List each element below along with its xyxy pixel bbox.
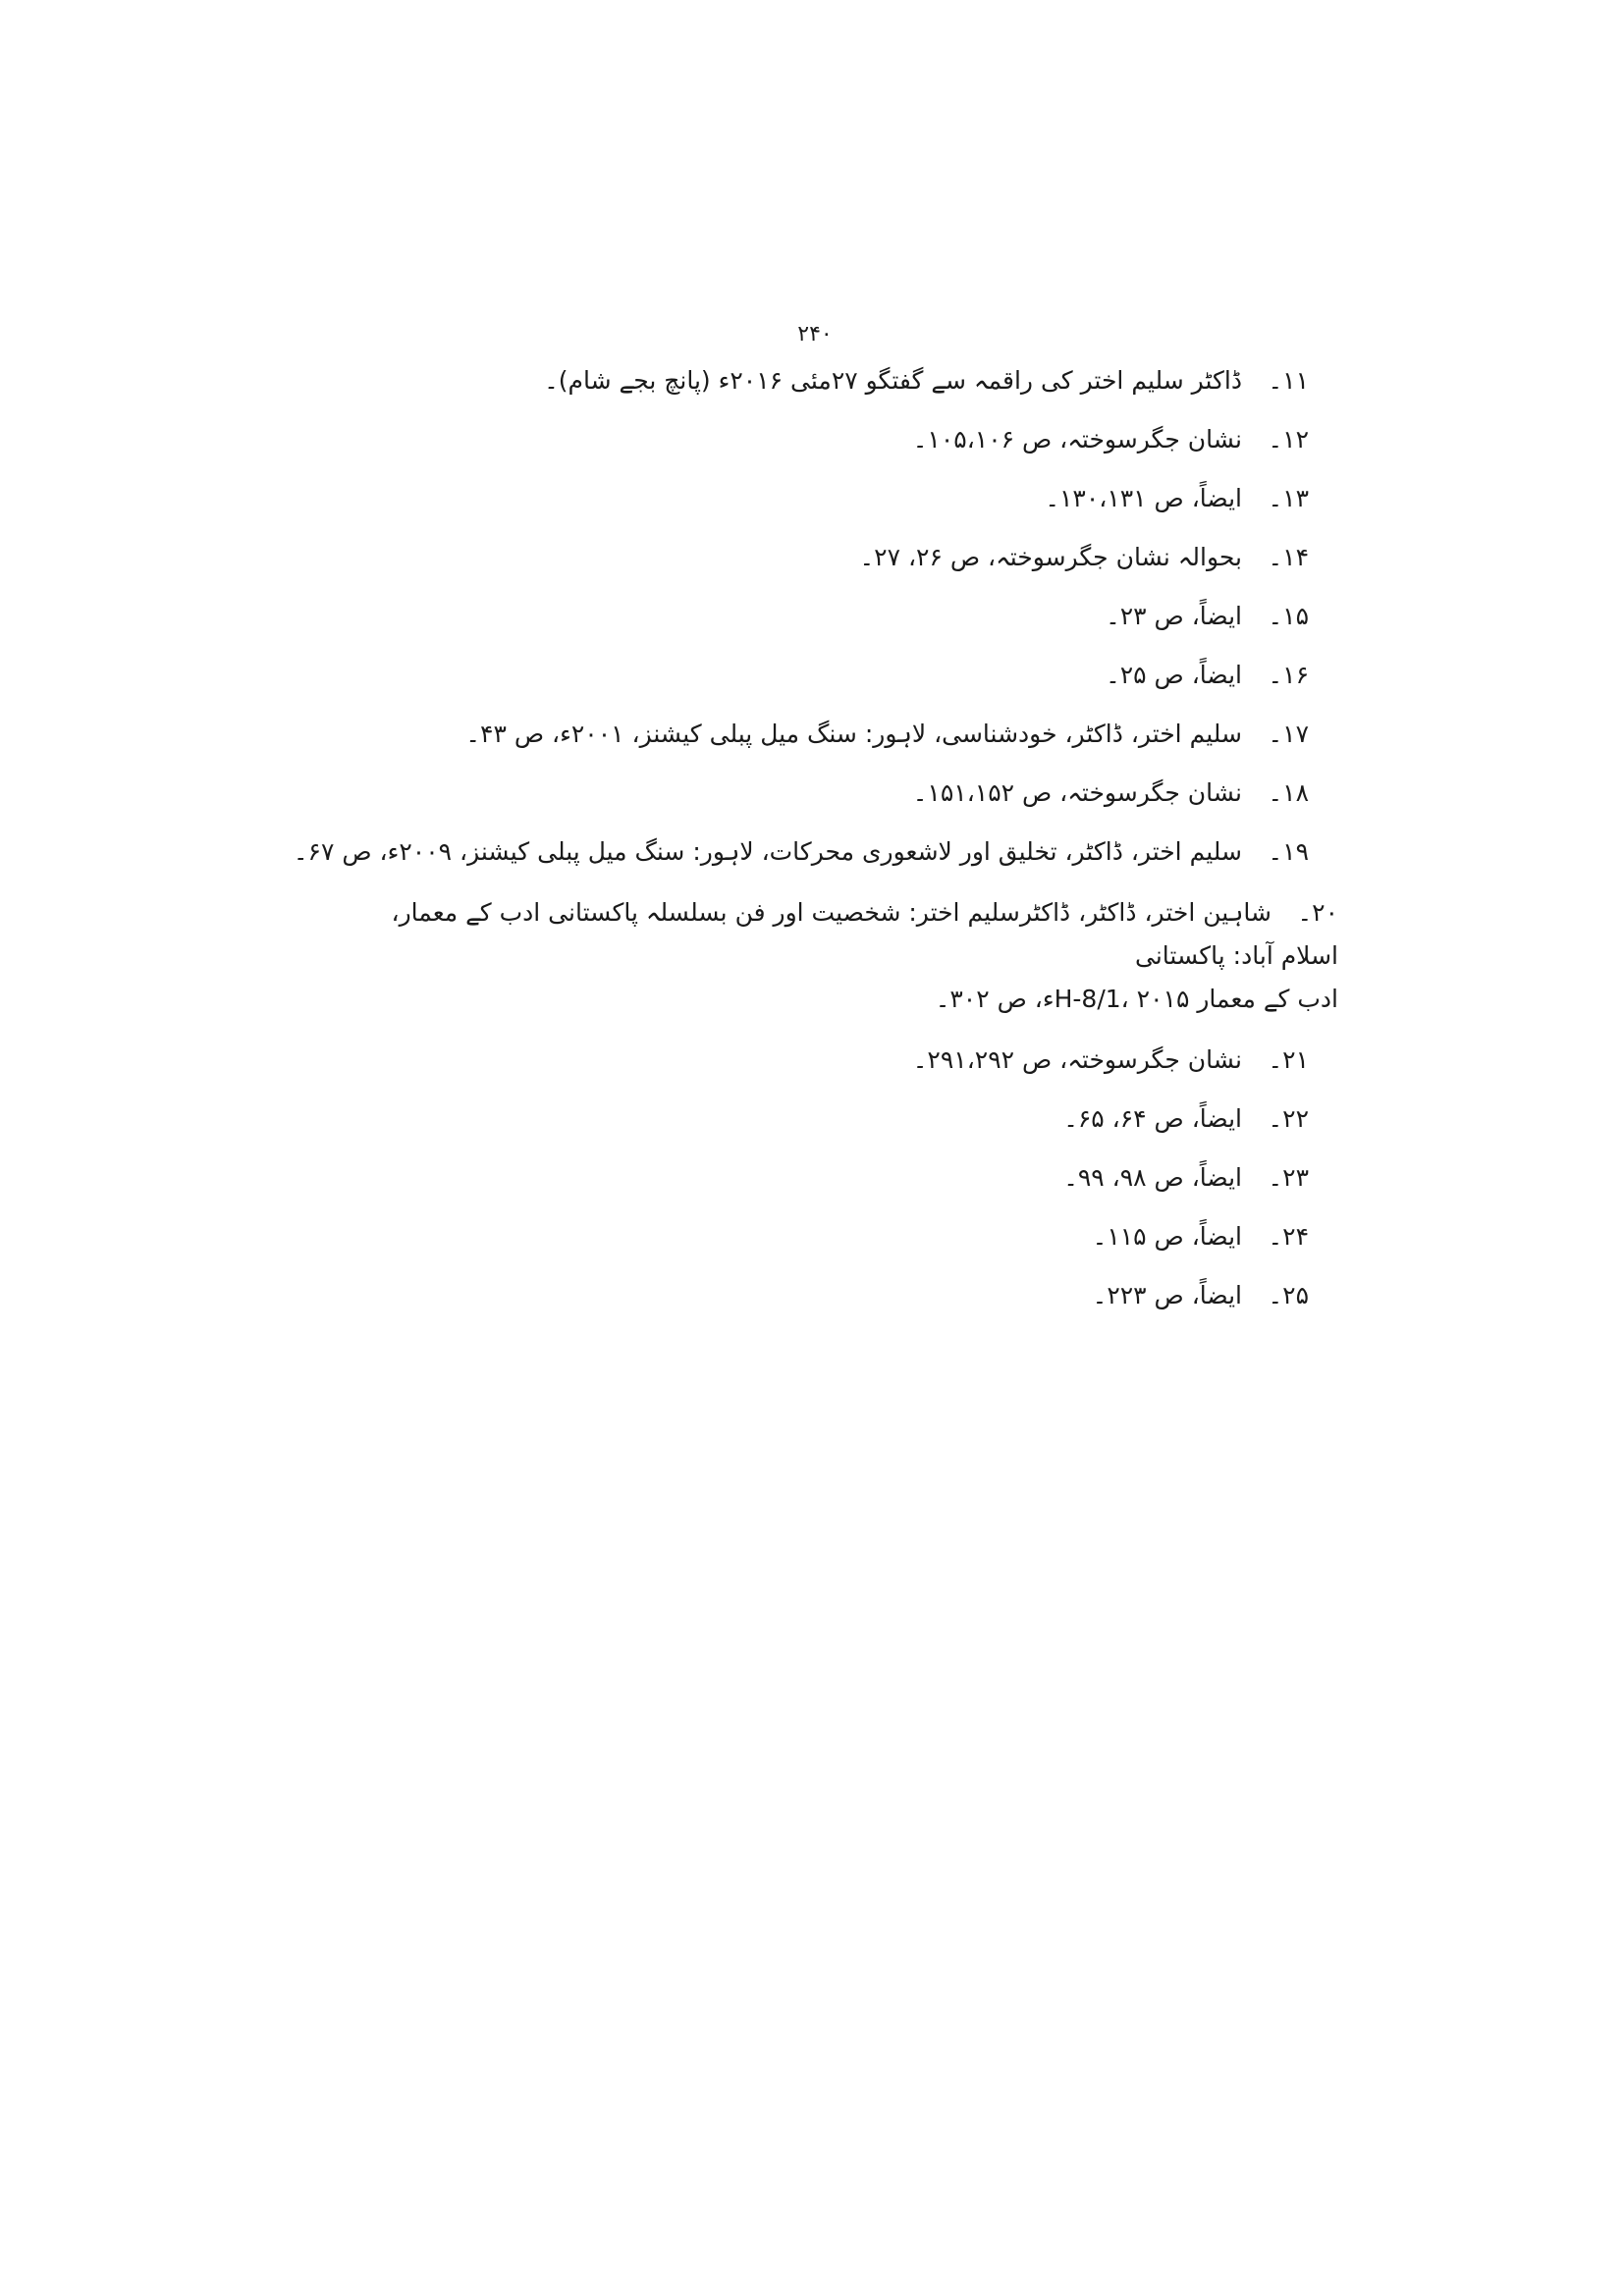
footnote-number: ۱۷۔ [1268,720,1309,748]
footnote-number: ۱۵۔ [1268,602,1309,630]
footnote-text: ایضاً، ص ۶۴، ۶۵۔ [1063,1104,1242,1133]
footnote [327,538,1309,577]
footnote-number: ۱۱۔ [1268,366,1309,395]
footnote-text: ایضاً، ص ۱۳۰،۱۳۱۔ [1045,484,1242,512]
footnote [327,479,1309,518]
footnote-text: ایضاً، ص ۲۲۳۔ [1092,1281,1242,1309]
footnote-text: نشان جگرسوختہ، ص ۱۰۵،۱۰۶۔ [912,425,1242,454]
footnote [327,1217,1309,1256]
footnote [327,1276,1309,1315]
footnote-number: ۱۲۔ [1268,425,1309,454]
footnote-number: ۲۳۔ [1268,1163,1309,1192]
footnote-text: ایضاً، ص ۲۳۔ [1106,602,1242,630]
footnote [327,1099,1309,1139]
footnotes-list [293,361,1338,1335]
footnote-text: ایضاً، ص ۱۱۵۔ [1092,1222,1242,1251]
footnote-number: ۲۱۔ [1268,1045,1309,1074]
footnote-continuation: ادب کے معمار H-8/1، ۲۰۱۵ء، ص ۳۰۲۔ [935,985,1338,1013]
footnote [327,891,1338,1021]
footnote-text: سلیم اختر، ڈاکٹر، خودشناسی، لاہور: سنگ میل پبلی کیشنز، ۲۰۰۱ء، ص ۴۳۔ [465,720,1242,748]
footnote-number: ۲۴۔ [1268,1222,1309,1251]
footnote-text: ایضاً، ص ۲۵۔ [1106,661,1242,689]
footnote [293,832,1309,872]
footnote-number: ۲۵۔ [1268,1281,1309,1309]
footnote [327,1041,1309,1080]
footnote-text: ایضاً، ص ۹۸، ۹۹۔ [1063,1163,1242,1192]
footnote [327,774,1309,813]
footnote [327,1158,1309,1198]
footnote [327,420,1309,459]
footnote-number: ۱۳۔ [1268,484,1309,512]
footnote-number: ۱۴۔ [1268,543,1309,571]
footnote-text: سلیم اختر، ڈاکٹر، تخلیق اور لاشعوری محرکات، لاہور: سنگ میل پبلی کیشنز، ۲۰۰۹ء، ص ۶۷۔ [293,837,1242,866]
footnote-number: ۱۹۔ [1268,837,1309,866]
footnote [327,361,1309,400]
footnote-text: نشان جگرسوختہ، ص ۲۹۱،۲۹۲۔ [912,1045,1242,1074]
footnote-text: شاہین اختر، ڈاکٹر، ڈاکٹرسلیم اختر: شخصیت اور فن بسلسلہ پاکستانی ادب کے معمار، اسلام آباد: پاکستانی [391,898,1338,970]
footnote-number: ۲۰۔ [1297,898,1338,927]
footnote [327,597,1309,636]
footnote [327,715,1309,754]
footnote-text: نشان جگرسوختہ، ص ۱۵۱،۱۵۲۔ [912,778,1242,807]
footnote-text: ڈاکٹر سلیم اختر کی راقمہ سے گفتگو ۲۷مئی ۲۰۱۶ء (پانچ بجے شام)۔ [544,366,1242,395]
footnote-text: بحوالہ نشان جگرسوختہ، ص ۲۶، ۲۷۔ [859,543,1242,571]
footnote [327,656,1309,695]
footnote-number: ۲۲۔ [1268,1104,1309,1133]
page-number: ۲۴۰ [797,322,833,347]
footnote-number: ۱۶۔ [1268,661,1309,689]
footnote-number: ۱۸۔ [1268,778,1309,807]
